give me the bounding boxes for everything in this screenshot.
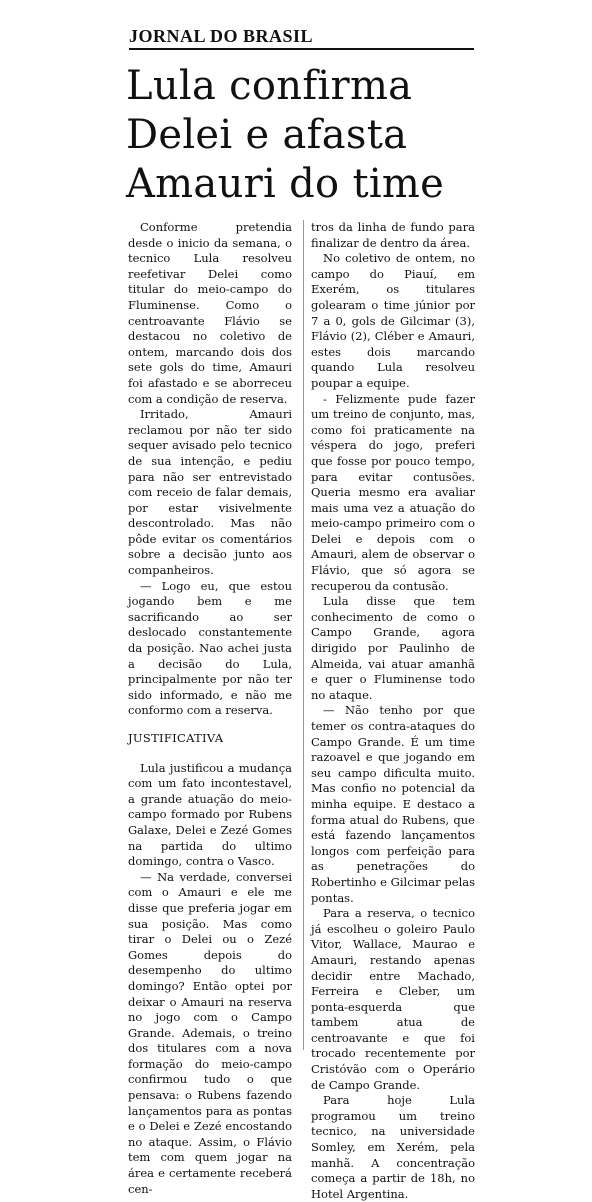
article-column-right (311, 220, 475, 1202)
headline-line-2: Delei e afasta (126, 112, 408, 158)
headline-line-3: Amauri do time (126, 161, 445, 207)
headline (126, 62, 486, 209)
paragraph: — Logo eu, que estou jogando bem e me sacrificando ao ser deslocado constantemente da posição. Nao achei justa a decisão do Lula, principalmente por não ter sido informado, e não me conformo com a reserva. (128, 578, 292, 718)
paragraph: Para a reserva, o tecnico já escolheu o goleiro Paulo Vitor, Wallace, Maurao e Amauri, restando apenas decidir entre Machado, Ferreira e Cleber, um ponta-esquerda que tambem atua de centroavante e que foi trocado recentemente por Cristóvão com o Operário de Campo Grande. (311, 906, 475, 1092)
paragraph: Conforme pretendia desde o inicio da semana, o tecnico Lula resolveu reefetivar Delei como titular do meio-campo do Fluminense. Como o centroavante Flávio se destacou no coletivo de ontem, marcando dois dos sete gols do time, Amauri foi afastado e se aborreceu com a condição de reserva. (128, 220, 292, 406)
headline-line-1: Lula confirma (126, 63, 413, 109)
paragraph: Irritado, Amauri reclamou por não ter sido sequer avisado pelo tecnico de sua intenção, e pediu para não ser entrevistado com receio de falar demais, por estar visivelmente descontrolado. Mas não pôde evitar os comentários sobre a decisão junto aos companheiros. (128, 407, 292, 578)
paragraph: — Não tenho por que temer os contra-ataques do Campo Grande. É um time razoavel e que jogando em seu campo dificulta muito. Mas confio no potencial da minha equipe. E destaco a forma atual do Rubens, que está fazendo lançamentos longos com perfeição para as penetrações do Robertinho e Gilcimar pelas pontas. (311, 703, 475, 905)
paragraph: - Felizmente pude fazer um treino de conjunto, mas, como foi praticamente na véspera do jogo, preferi que fosse por pouco tempo, para evitar contusões. Queria mesmo era avaliar mais uma vez a atuação do meio-campo primeiro com o Delei e depois com o Amauri, alem de observar o Flávio, que só agora se recuperou da contusão. (311, 391, 475, 593)
paragraph: Para hoje Lula programou um treino tecnico, na universidade Somley, em Xerém, pela manhã. A concentração começa a partir de 18h, no Hotel Argentina. (311, 1093, 475, 1201)
subhead: JUSTIFICATIVA (128, 731, 224, 745)
masthead: JORNAL DO BRASIL (129, 26, 314, 46)
article-column-left (128, 220, 292, 1197)
paragraph: Lula justificou a mudança com um fato incontestavel, a grande atuação do meio-campo formado por Rubens Galaxe, Delei e Zezé Gomes na partida do ultimo domingo, contra o Vasco. (128, 760, 292, 869)
column-divider (303, 220, 304, 1050)
paragraph: Lula disse que tem conhecimento de como o Campo Grande, agora dirigido por Paulinho de Almeida, vai atuar amanhã e quer o Fluminense todo no ataque. (311, 594, 475, 702)
paragraph: tros da linha de fundo para finalizar de dentro da área. (311, 220, 475, 250)
masthead-rule (129, 48, 474, 50)
paragraph: No coletivo de ontem, no campo do Piauí, em Exerém, os titulares golearam o time júnior por 7 a 0, gols de Gilcimar (3), Flávio (2), Cléber e Amauri, estes dois marcando quando Lula resolveu poupar a equipe. (311, 251, 475, 390)
paragraph: — Na verdade, conversei com o Amauri e ele me disse que preferia jogar em sua posição. Mas como tirar o Delei ou o Zezé Gomes depois do desempenho do ultimo domingo? Então optei por deixar o Amauri na reserva no jogo com o Campo Grande. Ademais, o treino dos titulares com a nova formação do meio-campo confirmou tudo o que pensava: o Rubens fazendo lançamentos para as pontas e o Delei e Zezé encostando no ataque. Assim, o Flávio tem com quem jogar na área e certamente receberá cen- (128, 869, 292, 1196)
